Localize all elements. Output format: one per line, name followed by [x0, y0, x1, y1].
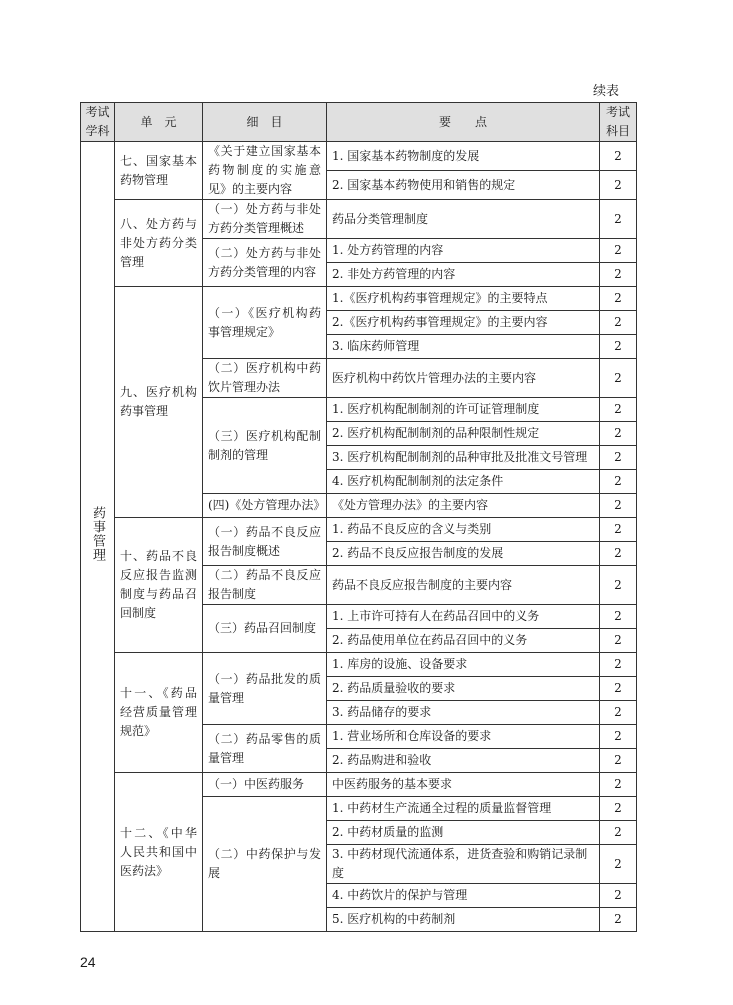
point-cell: 1.《医疗机构药事管理规定》的主要特点 [327, 287, 600, 311]
point-cell: 2. 国家基本药物使用和销售的规定 [327, 171, 600, 200]
detail-cell: 《关于建立国家基本药物制度的实施意见》的主要内容 [203, 142, 327, 200]
point-cell: 5. 医疗机构的中药制剂 [327, 908, 600, 932]
point-cell: 4. 医疗机构配制制剂的法定条件 [327, 470, 600, 494]
detail-cell: （一）处方药与非处方药分类管理概述 [203, 200, 327, 239]
point-cell: 药品分类管理制度 [327, 200, 600, 239]
table-body [81, 142, 637, 932]
hours-cell: 2 [600, 566, 637, 605]
point-cell: 药品不良反应报告制度的主要内容 [327, 566, 600, 605]
detail-cell: （二）药品不良反应报告制度 [203, 566, 327, 605]
hours-cell: 2 [600, 494, 637, 518]
detail-cell: （一）《医疗机构药事管理规定》 [203, 287, 327, 359]
detail-cell: （二）处方药与非处方药分类管理的内容 [203, 239, 327, 287]
hours-cell: 2 [600, 725, 637, 749]
point-cell: 1. 营业场所和仓库设备的要求 [327, 725, 600, 749]
hours-cell: 2 [600, 884, 637, 908]
hours-cell: 2 [600, 677, 637, 701]
point-cell: 3. 临床药师管理 [327, 335, 600, 359]
hours-cell: 2 [600, 200, 637, 239]
hours-cell: 2 [600, 629, 637, 653]
table-row [81, 653, 637, 677]
table-row [81, 142, 637, 171]
unit-cell: 九、医疗机构药事管理 [115, 287, 203, 518]
header-detail: 细 目 [203, 103, 327, 142]
detail-cell: （一）药品批发的质量管理 [203, 653, 327, 725]
unit-cell: 十、药品不良反应报告监测制度与药品召回制度 [115, 518, 203, 653]
unit-cell: 十一、《药品经营质量管理规范》 [115, 653, 203, 773]
table-row [81, 773, 637, 797]
point-cell: 2. 药品不良反应报告制度的发展 [327, 542, 600, 566]
detail-cell: (四)《处方管理办法》 [203, 494, 327, 518]
table-row [81, 518, 637, 542]
hours-cell: 2 [600, 797, 637, 821]
point-cell: 1. 国家基本药物制度的发展 [327, 142, 600, 171]
hours-cell: 2 [600, 311, 637, 335]
point-cell: 3. 药品储存的要求 [327, 701, 600, 725]
point-cell: 1. 医疗机构配制制剂的许可证管理制度 [327, 398, 600, 422]
unit-cell: 十二、《中华人民共和国中医药法》 [115, 773, 203, 932]
hours-cell: 2 [600, 422, 637, 446]
header-unit: 单 元 [115, 103, 203, 142]
hours-cell: 2 [600, 263, 637, 287]
hours-cell: 2 [600, 605, 637, 629]
syllabus-table [80, 102, 637, 932]
point-cell: 1. 中药材生产流通全过程的质量监督管理 [327, 797, 600, 821]
point-cell: 2. 药品使用单位在药品召回中的义务 [327, 629, 600, 653]
hours-cell: 2 [600, 701, 637, 725]
point-cell: 1. 库房的设施、设备要求 [327, 653, 600, 677]
hours-cell: 2 [600, 171, 637, 200]
detail-cell: （二）医疗机构中药饮片管理办法 [203, 359, 327, 398]
hours-cell: 2 [600, 470, 637, 494]
detail-cell: （三）药品召回制度 [203, 605, 327, 653]
point-cell: 1. 处方药管理的内容 [327, 239, 600, 263]
detail-cell: （三）医疗机构配制制剂的管理 [203, 398, 327, 494]
hours-cell: 2 [600, 821, 637, 845]
detail-cell: （一）药品不良反应报告制度概述 [203, 518, 327, 566]
table-row [81, 200, 637, 239]
hours-cell: 2 [600, 239, 637, 263]
point-cell: 中医药服务的基本要求 [327, 773, 600, 797]
hours-cell: 2 [600, 287, 637, 311]
point-cell: 1. 药品不良反应的含义与类别 [327, 518, 600, 542]
table-header-row [81, 103, 637, 142]
subject-label: 药事管理 [90, 505, 105, 562]
point-cell: 3. 中药材现代流通体系，进货查验和购销记录制度 [327, 845, 600, 884]
point-cell: 4. 中药饮片的保护与管理 [327, 884, 600, 908]
header-hours: 考试科目 [600, 103, 637, 142]
point-cell: 医疗机构中药饮片管理办法的主要内容 [327, 359, 600, 398]
point-cell: 2. 中药材质量的监测 [327, 821, 600, 845]
point-cell: 2. 药品质量验收的要求 [327, 677, 600, 701]
hours-cell: 2 [600, 518, 637, 542]
point-cell: 2. 医疗机构配制制剂的品种限制性规定 [327, 422, 600, 446]
point-cell: 1. 上市许可持有人在药品召回中的义务 [327, 605, 600, 629]
point-cell: 《处方管理办法》的主要内容 [327, 494, 600, 518]
detail-cell: （一）中医药服务 [203, 773, 327, 797]
hours-cell: 2 [600, 359, 637, 398]
hours-cell: 2 [600, 908, 637, 932]
unit-cell: 七、国家基本药物管理 [115, 142, 203, 200]
point-cell: 2. 药品购进和验收 [327, 749, 600, 773]
hours-cell: 2 [600, 653, 637, 677]
hours-cell: 2 [600, 142, 637, 171]
hours-cell: 2 [600, 773, 637, 797]
table-row [81, 287, 637, 311]
point-cell: 2. 非处方药管理的内容 [327, 263, 600, 287]
point-cell: 3. 医疗机构配制制剂的品种审批及批准文号管理 [327, 446, 600, 470]
continued-label: 续表 [593, 84, 620, 99]
hours-cell: 2 [600, 542, 637, 566]
unit-cell: 八、处方药与非处方药分类管理 [115, 200, 203, 287]
hours-cell: 2 [600, 398, 637, 422]
detail-cell: （二）药品零售的质量管理 [203, 725, 327, 773]
page-number: 24 [80, 954, 96, 970]
hours-cell: 2 [600, 446, 637, 470]
point-cell: 2.《医疗机构药事管理规定》的主要内容 [327, 311, 600, 335]
hours-cell: 2 [600, 335, 637, 359]
subject-cell [81, 142, 115, 932]
hours-cell: 2 [600, 845, 637, 884]
hours-cell: 2 [600, 749, 637, 773]
detail-cell: （二）中药保护与发展 [203, 797, 327, 932]
header-subject: 考试学科 [81, 103, 115, 142]
header-point: 要 点 [327, 103, 600, 142]
